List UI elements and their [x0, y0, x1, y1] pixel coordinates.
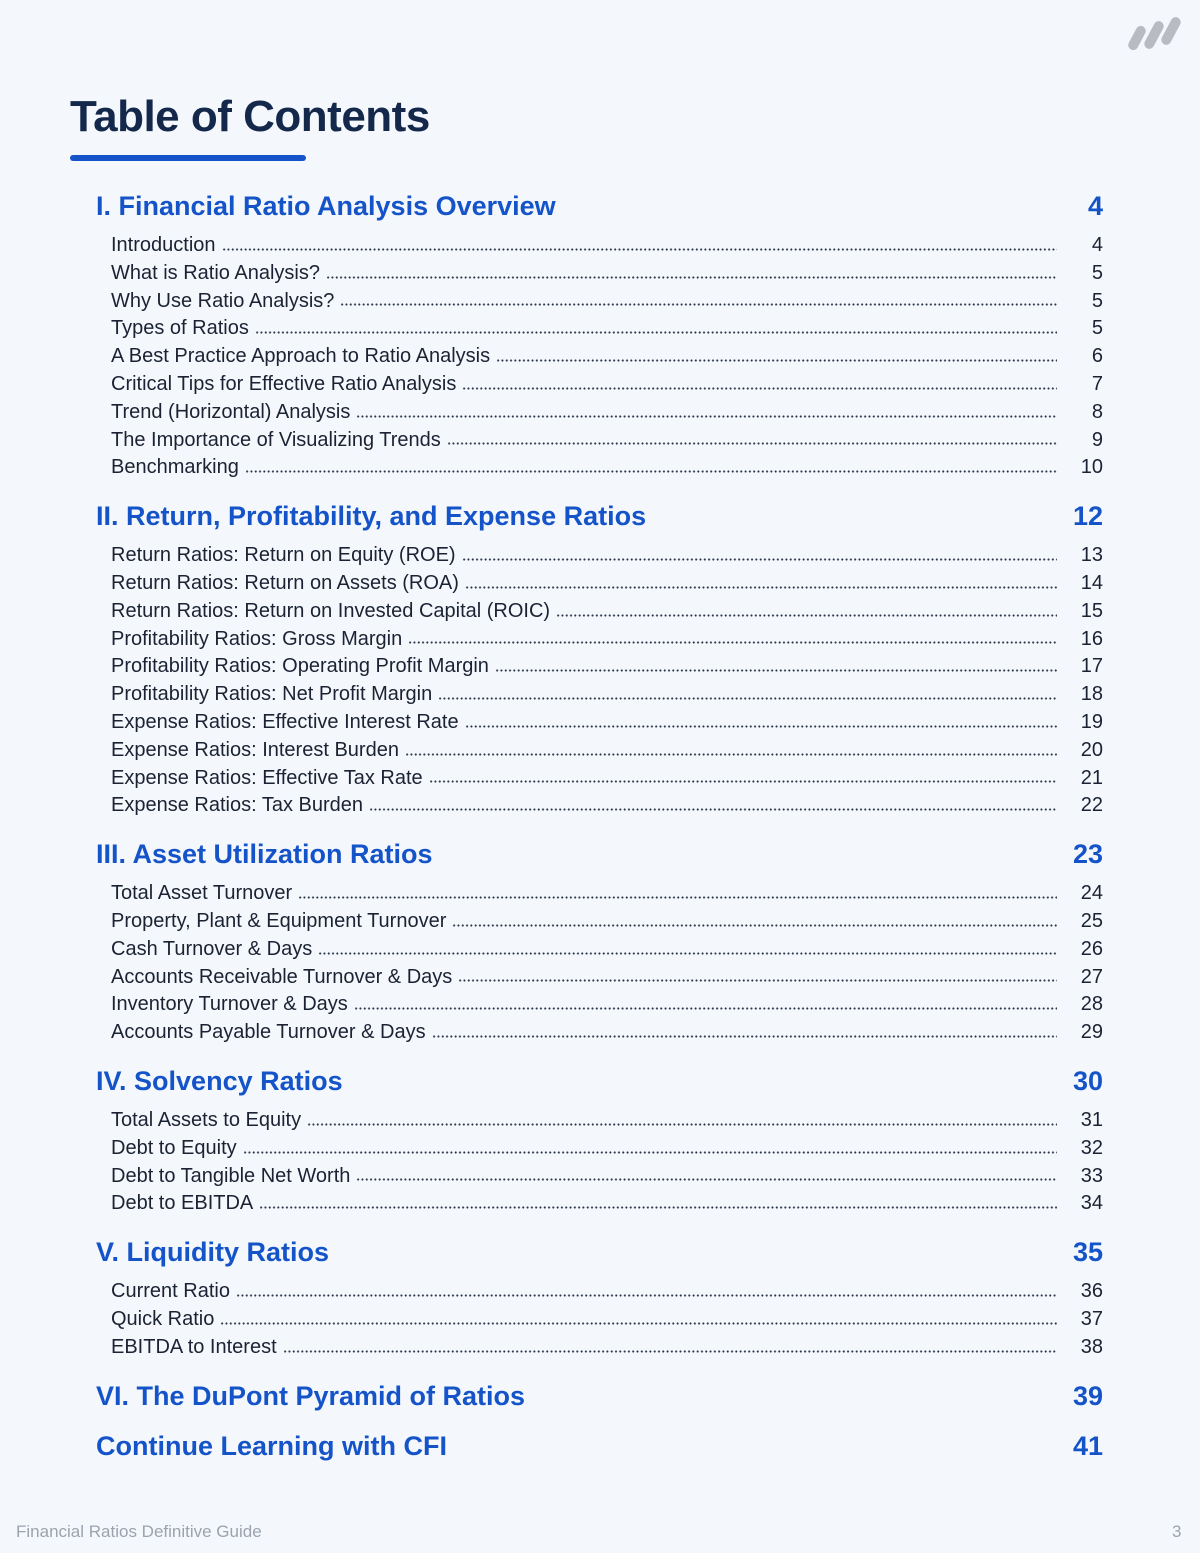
- section-title: I. Financial Ratio Analysis Overview: [96, 191, 556, 221]
- toc-entry-page-number: 15: [1080, 599, 1103, 622]
- toc-entry[interactable]: [111, 1334, 1103, 1362]
- dot-leader: [354, 1007, 1057, 1010]
- toc-entry-page-number: 28: [1080, 993, 1103, 1016]
- toc-entry-page-number: 36: [1080, 1280, 1103, 1303]
- toc-entry[interactable]: [111, 570, 1103, 598]
- toc-entry[interactable]: [111, 1135, 1103, 1163]
- toc-entry-page-number: 16: [1080, 627, 1103, 650]
- dot-leader: [465, 725, 1057, 728]
- toc-entry-page-number: 32: [1080, 1136, 1103, 1159]
- dot-leader: [408, 641, 1057, 644]
- toc-entry[interactable]: [111, 626, 1103, 654]
- toc-entry-page-number: 5: [1091, 317, 1103, 340]
- toc-entry[interactable]: [111, 598, 1103, 626]
- toc-entry-title: Debt to EBITDA: [111, 1192, 254, 1215]
- toc-entry[interactable]: [111, 1107, 1103, 1135]
- toc-entry-title: Benchmarking: [111, 456, 239, 479]
- toc-entry-page-number: 33: [1080, 1164, 1103, 1187]
- toc-section: [96, 1424, 1103, 1474]
- section-page-number: 23: [1072, 839, 1103, 870]
- toc-entry[interactable]: [111, 454, 1103, 482]
- dot-leader: [458, 979, 1057, 982]
- table-of-contents: [96, 184, 1103, 1474]
- toc-section: [96, 184, 1103, 494]
- toc-entry-page-number: 8: [1091, 400, 1103, 423]
- toc-entry[interactable]: [111, 232, 1103, 260]
- dot-leader: [462, 558, 1057, 561]
- section-page-number: 39: [1072, 1380, 1103, 1411]
- dot-leader: [356, 415, 1057, 418]
- dot-leader: [556, 614, 1057, 617]
- toc-entry-page-number: 29: [1080, 1021, 1103, 1044]
- dot-leader: [452, 924, 1057, 927]
- toc-entry-title: Return Ratios: Return on Invested Capital (ROIC): [111, 599, 551, 622]
- toc-entry-title: Cash Turnover & Days: [111, 937, 313, 960]
- dot-leader: [495, 669, 1057, 672]
- toc-entry[interactable]: [111, 653, 1103, 681]
- toc-entry-title: Property, Plant & Equipment Turnover: [111, 909, 447, 932]
- toc-entry-title: Why Use Ratio Analysis?: [111, 289, 335, 312]
- dot-leader: [243, 1151, 1057, 1154]
- section-title: VI. The DuPont Pyramid of Ratios: [96, 1380, 526, 1411]
- toc-entry-list: [96, 1274, 1103, 1365]
- toc-entry-title: Expense Ratios: Tax Burden: [111, 794, 364, 817]
- section-title: III. Asset Utilization Ratios: [96, 839, 433, 870]
- section-page-number: 4: [1087, 191, 1103, 221]
- section-page-number: 41: [1072, 1430, 1103, 1461]
- toc-entry-page-number: 19: [1080, 710, 1103, 733]
- toc-entry-title: Introduction: [111, 234, 216, 256]
- section-page-number: 12: [1072, 501, 1103, 532]
- dot-leader: [432, 1035, 1057, 1038]
- toc-entry[interactable]: [111, 908, 1103, 936]
- toc-entry-title: Inventory Turnover & Days: [111, 993, 348, 1016]
- toc-entry-page-number: 5: [1091, 289, 1103, 312]
- toc-entry-title: Quick Ratio: [111, 1307, 215, 1330]
- toc-section-heading[interactable]: [96, 1374, 1103, 1418]
- dot-leader: [340, 303, 1057, 306]
- toc-entry-title: Types of Ratios: [111, 317, 249, 340]
- toc-entry-list: [96, 538, 1103, 824]
- toc-entry[interactable]: [111, 1019, 1103, 1047]
- toc-entry-title: Profitability Ratios: Gross Margin: [111, 627, 403, 650]
- toc-entry-title: Critical Tips for Effective Ratio Analysis: [111, 372, 457, 395]
- toc-entry-page-number: 24: [1080, 882, 1103, 905]
- toc-entry[interactable]: [111, 1278, 1103, 1306]
- toc-entry-title: Accounts Receivable Turnover & Days: [111, 965, 453, 988]
- toc-entry[interactable]: [111, 1163, 1103, 1191]
- toc-entry-page-number: 37: [1080, 1307, 1103, 1330]
- toc-entry[interactable]: [111, 880, 1103, 908]
- toc-entry[interactable]: [111, 737, 1103, 765]
- toc-entry-page-number: 34: [1080, 1192, 1103, 1215]
- toc-entry[interactable]: [111, 964, 1103, 992]
- footer-page-number: 3: [1172, 1522, 1182, 1541]
- toc-entry-page-number: 18: [1080, 683, 1103, 706]
- dot-leader: [259, 1206, 1057, 1209]
- toc-entry-page-number: 38: [1080, 1335, 1103, 1358]
- dot-leader: [220, 1322, 1057, 1325]
- toc-section-heading[interactable]: [96, 1230, 1103, 1274]
- dot-leader: [356, 1178, 1057, 1181]
- toc-entry-title: EBITDA to Interest: [111, 1335, 277, 1358]
- toc-entry-page-number: 6: [1091, 345, 1103, 368]
- toc-entry-title: The Importance of Visualizing Trends: [111, 428, 441, 451]
- dot-leader: [496, 359, 1057, 362]
- toc-entry[interactable]: [111, 542, 1103, 570]
- dot-leader: [465, 586, 1057, 589]
- page-title: Table of Contents: [70, 92, 430, 141]
- toc-section: [96, 494, 1103, 832]
- toc-entry[interactable]: [111, 792, 1103, 820]
- toc-entry-title: What is Ratio Analysis?: [111, 261, 320, 284]
- title-underline: [70, 155, 306, 161]
- dot-leader: [405, 753, 1057, 756]
- toc-entry-title: Expense Ratios: Effective Tax Rate: [111, 766, 423, 789]
- toc-entry[interactable]: [111, 315, 1103, 343]
- toc-entry-title: Profitability Ratios: Operating Profit Margin: [111, 655, 489, 678]
- toc-entry-title: Trend (Horizontal) Analysis: [111, 400, 351, 423]
- dot-leader: [447, 442, 1057, 445]
- toc-entry[interactable]: [111, 681, 1103, 709]
- toc-entry[interactable]: [111, 371, 1103, 399]
- dot-leader: [326, 276, 1057, 279]
- toc-section: [96, 1230, 1103, 1373]
- toc-entry-title: Total Asset Turnover: [111, 882, 293, 905]
- toc-entry-page-number: 9: [1091, 428, 1103, 451]
- toc-entry-title: Return Ratios: Return on Equity (ROE): [111, 544, 456, 567]
- toc-entry-page-number: 13: [1080, 544, 1103, 567]
- toc-entry-list: [96, 228, 1103, 486]
- toc-entry-page-number: 27: [1080, 965, 1103, 988]
- toc-entry-title: Profitability Ratios: Net Profit Margin: [111, 683, 433, 706]
- toc-entry[interactable]: [111, 427, 1103, 455]
- toc-section-heading[interactable]: [96, 494, 1103, 538]
- toc-entry-list: [96, 876, 1103, 1051]
- toc-section-heading[interactable]: [96, 1424, 1103, 1468]
- toc-entry[interactable]: [111, 399, 1103, 427]
- toc-entry[interactable]: [111, 765, 1103, 793]
- section-title: V. Liquidity Ratios: [96, 1237, 330, 1268]
- toc-entry-title: Accounts Payable Turnover & Days: [111, 1021, 426, 1044]
- toc-entry-page-number: 10: [1080, 456, 1103, 479]
- dot-leader: [298, 896, 1057, 899]
- toc-entry-title: Current Ratio: [111, 1280, 230, 1303]
- dot-leader: [283, 1350, 1057, 1353]
- cfi-logo-icon: [1128, 16, 1188, 50]
- toc-entry-page-number: 21: [1080, 766, 1103, 789]
- toc-section: [96, 832, 1103, 1059]
- toc-entry[interactable]: [111, 1306, 1103, 1334]
- toc-entry[interactable]: [111, 343, 1103, 371]
- toc-entry-page-number: 25: [1080, 909, 1103, 932]
- toc-entry-page-number: 31: [1080, 1108, 1103, 1131]
- toc-section-heading[interactable]: [96, 832, 1103, 876]
- toc-section: [96, 1059, 1103, 1230]
- toc-entry-title: Return Ratios: Return on Assets (ROA): [111, 571, 459, 594]
- toc-entry-title: Debt to Equity: [111, 1136, 237, 1159]
- dot-leader: [255, 331, 1057, 334]
- dot-leader: [369, 808, 1057, 811]
- toc-entry-title: Expense Ratios: Interest Burden: [111, 738, 399, 761]
- dot-leader: [429, 780, 1057, 783]
- toc-entry-page-number: 26: [1080, 937, 1103, 960]
- toc-entry[interactable]: [111, 936, 1103, 964]
- toc-entry[interactable]: [111, 260, 1103, 288]
- toc-entry[interactable]: [111, 991, 1103, 1019]
- toc-entry-title: Total Assets to Equity: [111, 1108, 302, 1131]
- toc-entry-page-number: 7: [1091, 372, 1103, 395]
- dot-leader: [222, 248, 1057, 251]
- section-title: Continue Learning with CFI: [96, 1430, 447, 1461]
- dot-leader: [245, 470, 1057, 473]
- toc-entry-title: A Best Practice Approach to Ratio Analysis: [111, 345, 491, 368]
- toc-entry-page-number: 17: [1080, 655, 1103, 678]
- toc-entry-page-number: 20: [1080, 738, 1103, 761]
- toc-entry-title: Expense Ratios: Effective Interest Rate: [111, 710, 459, 733]
- toc-entry-list: [96, 1103, 1103, 1222]
- toc-entry-page-number: 4: [1091, 234, 1103, 256]
- toc-section-heading[interactable]: [96, 184, 1103, 228]
- dot-leader: [318, 952, 1057, 955]
- section-page-number: 30: [1072, 1065, 1103, 1096]
- dot-leader: [438, 697, 1057, 700]
- toc-entry-page-number: 5: [1091, 261, 1103, 284]
- dot-leader: [462, 387, 1057, 390]
- section-page-number: 35: [1072, 1237, 1103, 1268]
- toc-entry[interactable]: [111, 709, 1103, 737]
- dot-leader: [307, 1123, 1057, 1126]
- section-title: IV. Solvency Ratios: [96, 1065, 343, 1096]
- toc-entry-title: Debt to Tangible Net Worth: [111, 1164, 351, 1187]
- toc-entry[interactable]: [111, 1190, 1103, 1218]
- toc-section-heading[interactable]: [96, 1059, 1103, 1103]
- section-title: II. Return, Profitability, and Expense Ratios: [96, 501, 647, 532]
- toc-section: [96, 1374, 1103, 1424]
- toc-entry-page-number: 22: [1080, 794, 1103, 817]
- dot-leader: [236, 1294, 1057, 1297]
- footer-document-title: Financial Ratios Definitive Guide: [16, 1522, 262, 1541]
- toc-entry-page-number: 14: [1080, 571, 1103, 594]
- toc-entry[interactable]: [111, 288, 1103, 316]
